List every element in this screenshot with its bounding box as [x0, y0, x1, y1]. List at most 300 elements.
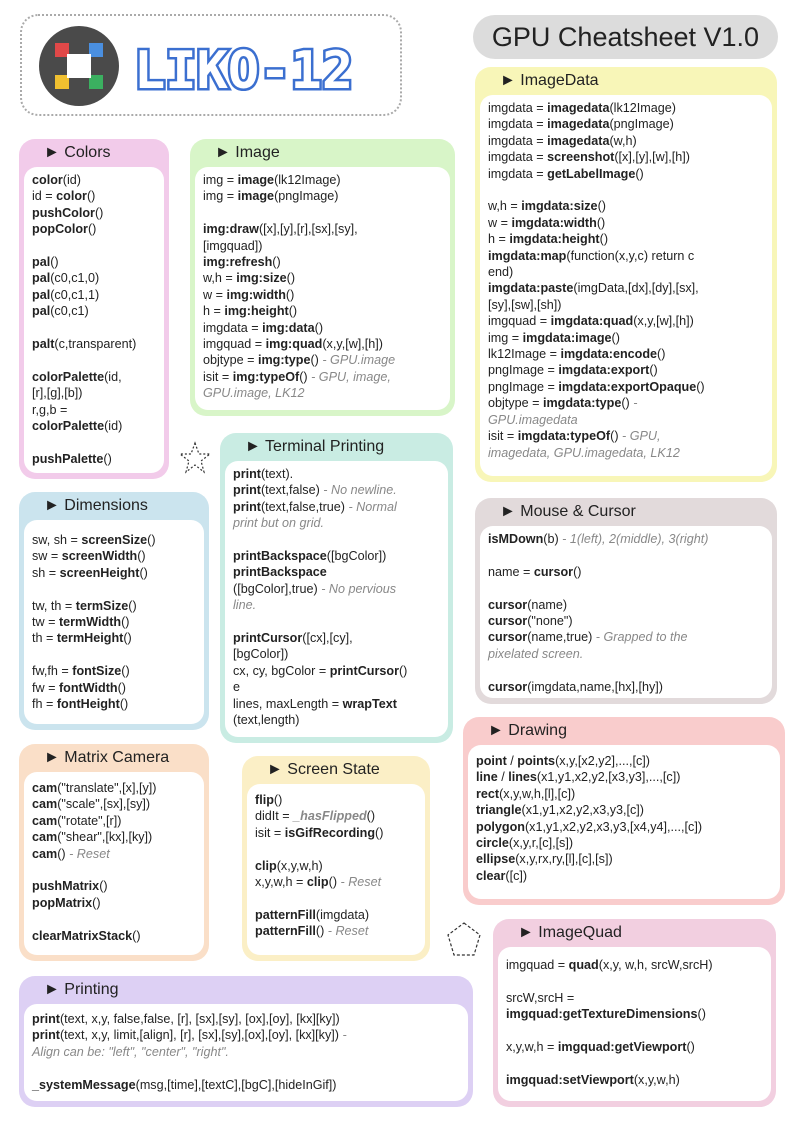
imagedata-body	[480, 95, 772, 476]
code-keyword: printCursor	[329, 663, 399, 678]
code-keyword: line	[476, 770, 498, 785]
code-keyword: imgdata:width	[511, 215, 597, 230]
code-keyword: colorPalette	[32, 369, 105, 384]
code-keyword: points	[517, 754, 556, 768]
code-line	[203, 369, 442, 385]
card-dimensions	[19, 492, 209, 730]
code-line	[488, 297, 764, 313]
code-line	[488, 679, 764, 695]
code-line	[488, 116, 764, 132]
code-line	[488, 198, 764, 214]
code-keyword: imgdata:type	[542, 396, 622, 411]
code-text: ()	[649, 363, 658, 378]
code-text: (x,y,w,h)	[633, 1072, 680, 1087]
code-text: ()	[597, 199, 606, 214]
code-line	[32, 1060, 460, 1076]
colors-header: ► Colors	[44, 144, 111, 161]
code-text: w =	[203, 287, 227, 302]
code-keyword: popMatrix	[32, 895, 93, 910]
code-text: ("translate",[x],[y])	[57, 781, 157, 795]
code-text: ()	[573, 564, 582, 579]
code-keyword: image	[237, 189, 275, 204]
code-text: (x,y,[w],[h])	[633, 314, 694, 329]
code-text: imgdata =	[488, 133, 548, 148]
code-line	[488, 395, 764, 411]
code-comment: line.	[233, 598, 257, 613]
code-text: tw, th =	[32, 598, 76, 613]
code-line	[32, 696, 196, 712]
code-line	[233, 499, 440, 515]
code-text: ()	[315, 924, 328, 939]
code-line	[32, 630, 196, 646]
image-header: ► Image	[215, 144, 280, 161]
code-line	[32, 813, 196, 829]
code-line	[476, 786, 772, 802]
code-line	[233, 712, 440, 728]
code-comment: - Reset	[69, 846, 110, 861]
mouse-header: ► Mouse & Cursor	[500, 503, 636, 520]
code-line	[32, 418, 156, 434]
code-keyword: patternFill	[255, 907, 316, 922]
code-comment: - Normal	[348, 499, 397, 514]
code-comment: GPU.image, LK12	[203, 386, 305, 401]
code-line	[476, 819, 772, 835]
code-keyword: isGifRecording	[284, 825, 376, 840]
code-keyword: img:size	[236, 271, 287, 286]
code-keyword: cursor	[488, 679, 528, 694]
code-line	[506, 990, 763, 1006]
code-keyword: cursor	[533, 564, 574, 579]
code-text: sw, sh =	[32, 533, 82, 547]
code-line	[488, 547, 764, 563]
star-decoration-icon	[177, 440, 213, 476]
code-text: [sy],[sw],[sh])	[488, 297, 562, 312]
card-matrix-camera	[19, 744, 209, 961]
code-keyword: fontSize	[72, 664, 122, 679]
code-line	[255, 923, 417, 939]
code-text: (lk12Image)	[609, 101, 676, 115]
code-text: ()	[50, 255, 59, 270]
code-keyword: printBackspace	[233, 549, 327, 564]
code-line	[32, 647, 196, 663]
code-text: ()	[398, 663, 408, 678]
code-text: ([cx],[cy],	[302, 631, 353, 646]
code-text: ()	[103, 451, 112, 466]
code-text: ()	[57, 846, 70, 861]
code-line	[488, 580, 764, 596]
liko12-logo	[22, 16, 400, 114]
code-keyword: img:width	[226, 287, 286, 302]
code-line	[233, 679, 440, 695]
code-text: (function(x,y,c) return c	[566, 248, 695, 263]
code-keyword: imgdata:map	[488, 248, 567, 263]
code-text: x,y,w,h =	[506, 1040, 558, 1054]
code-line	[32, 385, 156, 401]
code-keyword: pushMatrix	[32, 879, 100, 894]
code-text: fh =	[32, 697, 57, 712]
code-keyword: popColor	[32, 222, 88, 237]
code-text: (x,y,rx,ry,[l],[c],[s])	[515, 852, 613, 867]
code-line	[32, 598, 196, 614]
code-line	[488, 646, 764, 662]
code-comment: - GPU,	[622, 429, 661, 444]
code-text: imgdata =	[488, 150, 548, 165]
code-text: ()	[328, 875, 341, 890]
code-line	[32, 188, 156, 204]
card-printing	[19, 976, 473, 1107]
code-text: isit =	[203, 369, 233, 384]
code-keyword: screenWidth	[61, 549, 138, 564]
code-line	[255, 792, 417, 808]
code-line	[506, 957, 763, 973]
code-text: [imgquad])	[203, 238, 263, 253]
code-text: ()	[137, 549, 146, 564]
code-keyword: imagedata	[547, 117, 610, 132]
code-line	[32, 254, 156, 270]
code-text: id =	[32, 189, 57, 204]
code-text: imgdata =	[488, 117, 548, 132]
card-image	[190, 139, 455, 416]
code-line	[32, 548, 196, 564]
code-line	[488, 662, 764, 678]
code-line	[506, 1006, 763, 1022]
code-keyword: flip	[255, 793, 274, 807]
code-text: isit =	[488, 429, 518, 444]
code-keyword: cam	[32, 781, 58, 795]
code-comment: -	[633, 396, 638, 411]
code-line	[506, 1055, 763, 1071]
code-line	[203, 352, 442, 368]
code-text: ()	[119, 697, 129, 712]
code-line	[488, 531, 764, 547]
code-text: ()	[86, 189, 96, 204]
code-text: ("scale",[sx],[sy])	[57, 797, 151, 812]
code-text: pngImage =	[488, 379, 559, 394]
code-text: ()	[139, 565, 148, 580]
code-text: ([x],[y],[r],[sx],[sy],	[258, 222, 358, 237]
code-line	[203, 221, 442, 237]
code-line	[476, 868, 772, 884]
code-line	[203, 188, 442, 204]
code-text: ()	[285, 287, 295, 302]
code-line	[233, 581, 440, 597]
code-text: sw =	[32, 549, 62, 564]
code-line	[32, 336, 156, 352]
code-keyword: imgdata:encode	[560, 347, 658, 362]
drawing-body	[468, 745, 780, 899]
code-text: ()	[117, 680, 126, 695]
code-line	[476, 851, 772, 867]
code-text: ([bgColor],true)	[233, 581, 322, 596]
code-line	[203, 303, 442, 319]
code-line	[506, 1039, 763, 1055]
code-text: objtype =	[203, 353, 258, 368]
code-comment: GPU.imagedata	[488, 412, 578, 427]
drawing-header: ► Drawing	[488, 722, 567, 739]
code-keyword: imgdata:exportOpaque	[558, 379, 697, 394]
code-text: w,h =	[203, 271, 237, 286]
code-keyword: polygon	[476, 819, 525, 834]
code-text: (w,h)	[609, 133, 637, 148]
code-keyword: printCursor	[233, 631, 303, 646]
code-text: [bgColor])	[233, 647, 289, 662]
code-line	[32, 270, 156, 286]
code-keyword: pal	[32, 271, 51, 286]
code-line	[506, 1023, 763, 1039]
code-line	[32, 532, 196, 548]
code-text: imgquad =	[488, 314, 551, 329]
code-line	[32, 303, 156, 319]
code-line	[255, 858, 417, 874]
code-comment: - Reset	[340, 875, 382, 890]
code-keyword: wrapText	[342, 696, 397, 711]
code-line	[488, 597, 764, 613]
code-line	[476, 769, 772, 785]
code-keyword: img:refresh	[203, 255, 273, 270]
card-screen-state	[242, 756, 430, 961]
code-text: [r],[g],[b])	[32, 386, 83, 401]
code-line	[32, 663, 196, 679]
code-keyword: palt	[32, 337, 55, 352]
code-line	[203, 172, 442, 188]
code-keyword: imgdata:export	[558, 363, 650, 378]
card-terminal	[220, 433, 453, 743]
code-text: ()	[87, 222, 97, 237]
code-line	[32, 434, 156, 450]
code-line	[32, 829, 196, 845]
code-line	[233, 630, 440, 646]
code-line	[32, 895, 196, 911]
code-keyword: image	[237, 173, 275, 187]
code-line	[233, 597, 440, 613]
code-keyword: clear	[476, 868, 506, 883]
code-keyword: termSize	[75, 598, 129, 613]
code-keyword: print	[32, 1012, 60, 1026]
code-text: ([c])	[505, 868, 528, 883]
imagedata-header: ► ImageData	[500, 72, 599, 89]
code-keyword: quad	[568, 958, 599, 972]
code-keyword: printBackspace	[233, 565, 327, 580]
code-line	[488, 313, 764, 329]
code-text: ()	[132, 928, 141, 943]
code-line	[255, 825, 417, 841]
code-text: imgdata =	[203, 320, 263, 335]
code-line	[32, 1027, 460, 1043]
code-text: ("rotate",[r])	[57, 813, 122, 828]
code-keyword: fontHeight	[56, 697, 120, 712]
code-text: objtype =	[488, 396, 543, 411]
code-keyword: img:draw	[203, 222, 259, 237]
code-keyword: print	[233, 467, 261, 481]
terminal-body	[225, 461, 448, 737]
code-line	[488, 149, 764, 165]
code-line	[32, 205, 156, 221]
code-keyword: cam	[32, 813, 58, 828]
code-text: (name)	[527, 597, 568, 612]
code-text: (x,y,w,h,[l],[c])	[499, 786, 576, 801]
code-text: ()	[696, 379, 705, 394]
code-keyword: screenSize	[81, 533, 148, 547]
code-line	[32, 320, 156, 336]
code-text: (id)	[62, 173, 81, 187]
code-keyword: pushColor	[32, 205, 95, 220]
imagequad-header: ► ImageQuad	[518, 924, 622, 941]
code-keyword: screenHeight	[59, 565, 140, 580]
code-line	[32, 680, 196, 696]
code-line	[488, 428, 764, 444]
code-keyword: imgdata:typeOf	[517, 429, 611, 444]
logo-frame	[20, 14, 402, 116]
code-text: (pngImage)	[274, 189, 339, 204]
code-comment: - GPU, image,	[311, 369, 391, 384]
code-line	[203, 336, 442, 352]
code-text: (text, x,y, limit,[align], [r], [sx],[sy],[ox],[oy], [kx][ky])	[59, 1028, 343, 1043]
code-text: (imgdata,name,[hx],[hy])	[527, 679, 663, 694]
code-keyword: cursor	[488, 614, 528, 628]
code-line	[203, 385, 442, 401]
code-line	[32, 1077, 460, 1093]
code-line	[506, 973, 763, 989]
code-text: ()	[611, 330, 620, 345]
code-line	[32, 238, 156, 254]
code-keyword: getLabelImage	[547, 166, 636, 181]
screen-header: ► Screen State	[267, 761, 380, 778]
code-text: ()	[99, 879, 108, 894]
code-line	[488, 445, 764, 461]
code-text: ()	[599, 232, 609, 247]
imagequad-body	[498, 947, 771, 1101]
code-line	[476, 835, 772, 851]
code-comment: - Reset	[327, 924, 369, 939]
code-line	[233, 466, 440, 482]
code-line	[506, 1072, 763, 1088]
code-text: th =	[32, 631, 57, 646]
code-text: (id,	[104, 369, 122, 384]
code-keyword: color	[56, 189, 87, 204]
code-text: img =	[203, 173, 238, 187]
code-text: ()	[147, 533, 156, 547]
code-line	[488, 231, 764, 247]
code-text: ()	[621, 396, 634, 411]
code-keyword: img:data	[262, 320, 315, 335]
dimensions-header: ► Dimensions	[44, 497, 148, 514]
matrix-header: ► Matrix Camera	[44, 749, 170, 766]
card-drawing	[463, 717, 785, 905]
code-text: imgquad =	[506, 958, 569, 972]
colors-body	[24, 167, 164, 473]
code-keyword: imagedata	[547, 133, 610, 148]
code-keyword: pal	[32, 287, 51, 302]
code-text: lk12Image =	[488, 347, 561, 362]
code-text: img =	[488, 330, 523, 345]
code-text: ()	[635, 166, 644, 181]
printing-header: ► Printing	[44, 981, 119, 998]
code-text: ([bgColor])	[326, 549, 387, 564]
code-keyword: colorPalette	[32, 419, 105, 434]
code-text: (imgdata)	[315, 907, 370, 922]
code-comment: print but on grid.	[233, 516, 325, 531]
code-keyword: lines	[508, 770, 537, 785]
code-text: lines, maxLength =	[233, 696, 343, 711]
code-keyword: triangle	[476, 803, 522, 818]
code-text: ()	[375, 825, 384, 840]
code-line	[203, 238, 442, 254]
code-line	[32, 221, 156, 237]
code-keyword: e	[233, 680, 241, 695]
code-keyword: pal	[32, 255, 51, 270]
code-text: ()	[121, 664, 130, 679]
code-text: (c,transparent)	[54, 337, 137, 352]
code-line	[255, 808, 417, 824]
code-keyword: imgquad:setViewport	[506, 1072, 634, 1087]
code-text: h =	[488, 232, 510, 247]
code-line	[255, 841, 417, 857]
dimensions-body	[24, 520, 204, 724]
code-line	[32, 581, 196, 597]
code-keyword: screenshot	[547, 150, 615, 165]
logo-text: LIKO-12	[134, 41, 354, 101]
code-keyword: img:type	[257, 353, 311, 368]
code-text: (text,length)	[233, 713, 300, 728]
matrix-body	[24, 772, 204, 955]
code-text: didIt =	[255, 809, 294, 824]
code-text: (text,false,true)	[260, 499, 349, 514]
code-line	[32, 1044, 460, 1060]
code-line	[32, 846, 196, 862]
code-text: /	[506, 754, 518, 768]
code-text: ()	[272, 255, 281, 270]
code-text: pngImage =	[488, 363, 559, 378]
code-text: img =	[203, 189, 238, 204]
code-text: ()	[686, 1040, 695, 1054]
code-comment: Align can be: "left", "center", "right".	[32, 1044, 229, 1059]
image-body	[195, 167, 450, 410]
code-keyword: img:height	[224, 304, 289, 319]
code-keyword: imgdata:height	[509, 232, 600, 247]
code-line	[488, 564, 764, 580]
code-keyword: color	[32, 173, 63, 187]
code-line	[488, 182, 764, 198]
code-line	[32, 911, 196, 927]
code-keyword: imgquad:getTextureDimensions	[506, 1007, 698, 1022]
code-line	[488, 215, 764, 231]
code-text: (c0,c1,0)	[50, 271, 100, 286]
code-comment: - Grapped to the	[595, 630, 688, 645]
code-line	[488, 629, 764, 645]
code-keyword: fontWidth	[58, 680, 118, 695]
code-text: (x,y,[w],[h])	[322, 337, 383, 352]
code-text: (x,y,w,h)	[276, 858, 323, 873]
code-keyword: ellipse	[476, 852, 516, 867]
code-text: ("none")	[527, 614, 573, 628]
code-line	[203, 254, 442, 270]
code-line	[488, 280, 764, 296]
code-text: ()	[128, 598, 137, 613]
code-line	[488, 613, 764, 629]
code-line	[233, 482, 440, 498]
code-line	[32, 1011, 460, 1027]
code-text: ([x],[y],[w],[h])	[614, 150, 690, 165]
code-text: tw =	[32, 615, 59, 630]
code-keyword: _hasFlipped	[293, 809, 367, 824]
code-keyword: termHeight	[56, 631, 124, 646]
code-line	[32, 369, 156, 385]
code-text: (lk12Image)	[274, 173, 341, 187]
code-keyword: imgdata:size	[521, 199, 598, 214]
code-text: (x1,y1,x2,y2,[x3,y3],...,[c])	[536, 770, 681, 785]
code-text: ()	[273, 793, 283, 807]
code-keyword: patternFill	[255, 924, 316, 939]
